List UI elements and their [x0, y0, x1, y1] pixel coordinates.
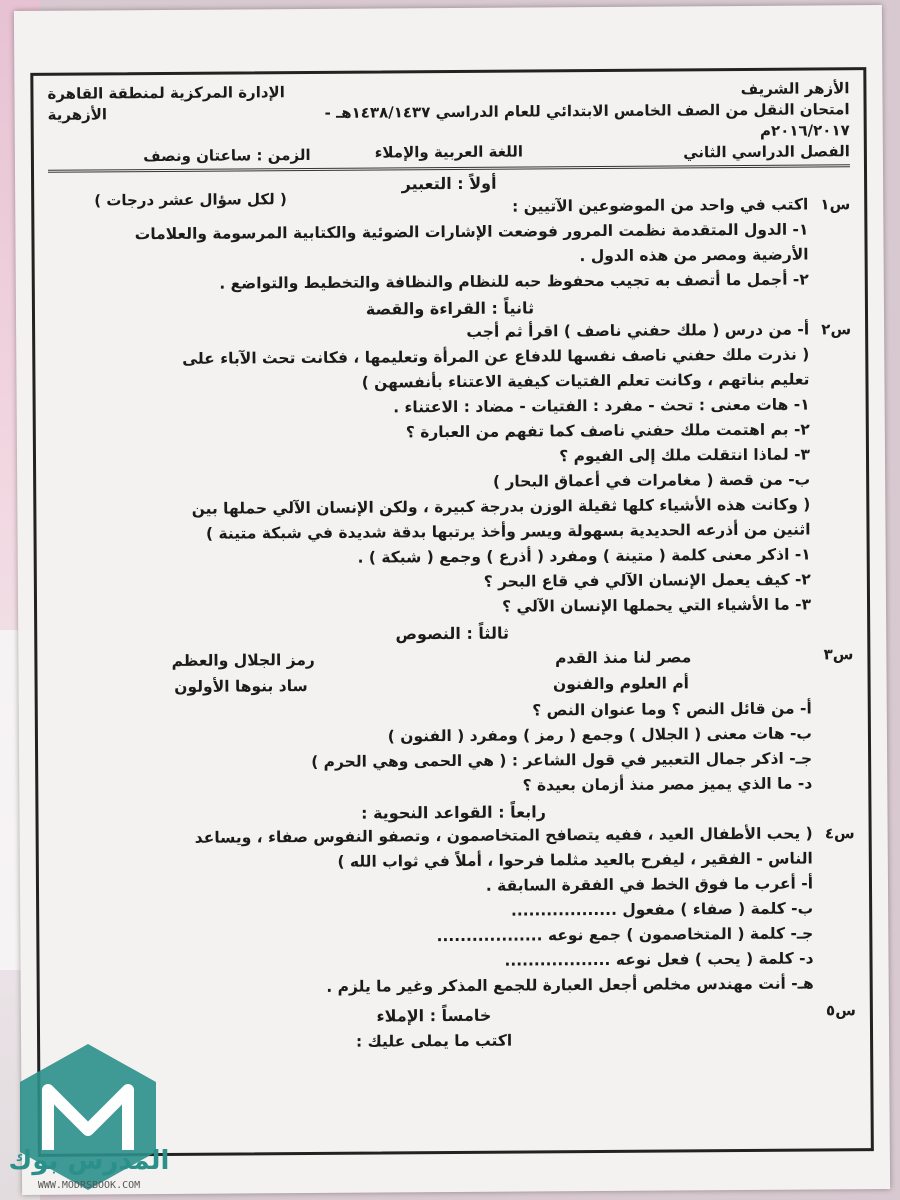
header-time: الزمن : ساعتان ونصف [143, 145, 311, 166]
question-line: ب- كلمة ( صفاء ) مفعول .................. [510, 899, 814, 920]
question-line: ( نذرت ملك حفني ناصف نفسها للدفاع عن المرأة وتعليمها ، فكانت تحث الآباء على [182, 345, 810, 368]
question-line: جـ- اذكر جمال التعبير في قول الشاعر : ( هي الحمى وهي الحرم ) [311, 749, 813, 771]
question-line: اكتب ما يملى عليك : [355, 1031, 513, 1051]
question-line: ٣- ما الأشياء التي يحملها الإنسان الآلي ؟ [501, 595, 812, 616]
header-left [47, 82, 310, 168]
question-number: س١ [820, 195, 851, 214]
question-line: د- كلمة ( يحب ) فعل نوعه .................. [504, 949, 814, 970]
question-3 [51, 643, 854, 803]
header-line: امتحان النقل من الصف الخامس الابتدائي للعام الدراسي ١٤٣٨/١٤٣٧هـ - ٢٠١٦/٢٠١٧م [324, 100, 850, 140]
poem-hemistich: ساد بنوها الأولون [174, 677, 308, 696]
question-line: جـ- كلمة ( المتخاصمون ) جمع نوعه .................. [436, 924, 814, 946]
question-line: أ- من درس ( ملك حفني ناصف ) اقرأ ثم أجب [466, 320, 810, 341]
question-line: ٢- أجمل ما أتصف به تجيب محفوظ حبه للنظام والنظافة والتخطيط والتواضع . [219, 270, 809, 293]
question-line: هـ- أنت مهندس مخلص أجعل العبارة للجمع المذكر وغير ما يلزم . [326, 974, 814, 996]
logo-url: WWW.MODRSBOOK.COM [37, 1180, 141, 1191]
question-line: ٣- لماذا انتقلت ملك إلى الفيوم ؟ [559, 445, 811, 466]
section-title: ثالثاً : النصوص [395, 623, 510, 644]
question-5 [54, 999, 856, 1058]
marks-note: ( لكل سؤال عشر درجات ) [94, 190, 287, 210]
section-title: أولاً : التعبير [401, 173, 497, 194]
header-line: الفصل الدراسي الثاني [683, 142, 850, 162]
question-number: س٣ [823, 645, 854, 664]
question-line: ١- هات معنى : تحث - مفرد : الفتيات - مضاد : الاعتناء . [393, 395, 810, 417]
poem-verse [51, 645, 811, 672]
question-line: د- ما الذي يميز مصر منذ أزمان بعيدة ؟ [522, 774, 813, 795]
header-center-top: الإدارة المركزية لمنطقة القاهرة الأزهرية [47, 83, 285, 124]
question-line: ٢- بم اهتمت ملك حفني ناصف كما تفهم من العبارة ؟ [405, 420, 810, 442]
section-title: خامساً : الإملاء [376, 1005, 492, 1026]
poem-hemistich: رمز الجلال والعظم [171, 650, 315, 670]
poem-hemistich: مصر لنا منذ القدم [555, 648, 692, 668]
header-line: الأزهر الشريف [740, 79, 850, 98]
question-line: ١- اذكر معنى كلمة ( متينة ) ومفرد ( أذرع ) وجمع ( شبكة ) . [357, 545, 811, 567]
exam-frame [30, 67, 874, 1157]
header-subject: اللغة العربية والإملاء [374, 142, 524, 162]
question-number: س٤ [824, 824, 855, 843]
exam-sheet [14, 5, 890, 1195]
question-1 [48, 193, 851, 299]
poem-verse [52, 671, 812, 698]
question-line: ٢- كيف يعمل الإنسان الآلي في قاع البحر ؟ [483, 570, 811, 591]
section-title: ثانياً : القراءة والقصة [365, 298, 535, 319]
question-line: الناس - الفقير ، ليفرح بالعيد مثلما فرحوا ، أملاً في ثواب الله ) [337, 849, 813, 871]
question-4 [53, 822, 856, 1003]
question-line: ب- هات معنى ( الجلال ) وجمع ( رمز ) ومفرد ( الفنون ) [387, 724, 813, 746]
question-line: أ- من قائل النص ؟ وما عنوان النص ؟ [532, 699, 812, 720]
question-line: ( وكانت هذه الأشياء كلها ثقيلة الوزن بدرجة كبيرة ، ولكن الإنسان الآلي حملها بين [191, 495, 811, 518]
question-line: أ- أعرب ما فوق الخط في الفقرة السابقة . [485, 874, 814, 895]
question-number: س٥ [825, 1001, 856, 1020]
question-line: الأرضية ومصر من هذه الدول . [579, 245, 809, 266]
question-line: ( يحب الأطفال العيد ، ففيه يتصافح المتخاصمون ، وتصفو النفوس صفاء ، ويساعد [194, 824, 813, 847]
logo-name: المدرس بوك [8, 1146, 170, 1176]
question-line: اكتب في واحد من الموضوعين الآتيين : [512, 195, 809, 216]
poem-hemistich: أم العلوم والفنون [552, 674, 690, 694]
section-title: رابعاً : القواعد النحوية : [361, 802, 546, 823]
question-line: ب- من قصة ( مغامرات في أعماق البحار ) [492, 470, 811, 491]
question-number: س٢ [821, 320, 852, 339]
question-line: ١- الدول المتقدمة نظمت المرور فوضعت الإشارات الضوئية والكتابية المرسومة والعلامات [134, 220, 809, 244]
question-line: اثنين من أذرعه الحديدية بسهولة ويسر وأخذ يرتبها بدقة شديدة في شبكة متينة ) [205, 520, 811, 543]
question-2 [49, 318, 853, 624]
question-line: تعليم بناتهم ، وكانت تعلم الفتيات كيفية الاعتناء بأنفسهن ) [361, 370, 810, 392]
